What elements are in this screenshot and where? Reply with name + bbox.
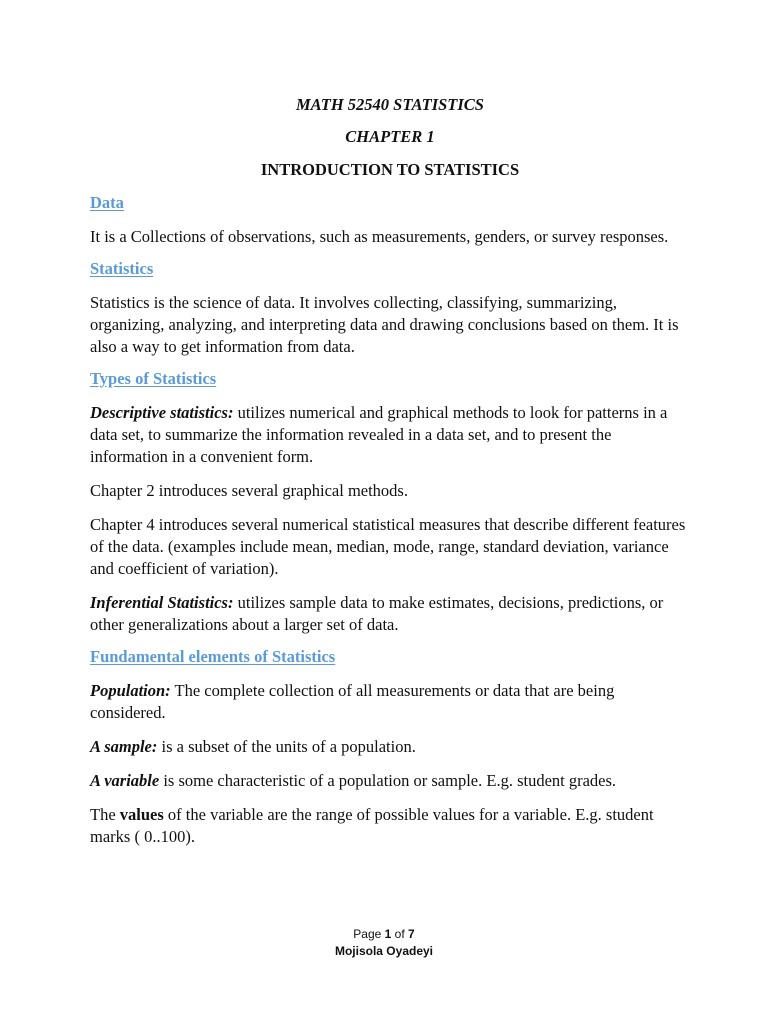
sample-term: A sample: <box>90 737 158 756</box>
heading-data: Data <box>90 193 124 212</box>
inferential-statistics-text: utilizes sample data to make estimates, decisions, predictions, or other generalizations about a larger set of data. <box>90 593 664 634</box>
footer-author: Mojisola Oyadeyi <box>334 944 434 958</box>
descriptive-statistics-term: Descriptive statistics: <box>90 403 234 422</box>
sample-paragraph <box>90 736 690 758</box>
variable-term: A variable <box>90 771 160 790</box>
variable-paragraph <box>90 770 690 792</box>
values-prefix: The <box>90 805 120 824</box>
values-term: values <box>119 805 164 824</box>
inferential-statistics-term: Inferential Statistics: <box>90 593 234 612</box>
chapter2-note: Chapter 2 introduces several graphical methods. <box>90 481 408 500</box>
page-of: of <box>391 927 409 941</box>
data-definition: It is a Collections of observations, such as measurements, genders, or survey responses. <box>90 227 669 246</box>
population-term: Population: <box>90 681 171 700</box>
sample-text: is a subset of the units of a population. <box>157 737 416 756</box>
course-title: MATH 52540 STATISTICS <box>296 95 484 114</box>
variable-text: is some characteristic of a population or sample. E.g. student grades. <box>159 771 617 790</box>
inferential-statistics-paragraph <box>90 592 690 636</box>
page-word: Page <box>353 927 385 941</box>
values-text: of the variable are the range of possible values for a variable. E.g. student marks ( 0..100). <box>90 805 654 846</box>
page-number <box>0 926 768 943</box>
heading-statistics: Statistics <box>90 259 154 278</box>
heading-types-of-statistics: Types of Statistics <box>90 369 217 388</box>
descriptive-statistics-text: utilizes numerical and graphical methods to look for patterns in a data set, to summarize the information revealed in a data set, and to present the information in a convenient form. <box>90 403 668 466</box>
heading-fundamental-elements: Fundamental elements of Statistics <box>90 647 336 666</box>
chapter4-note: Chapter 4 introduces several numerical statistical measures that describe different features of the data. (examples include mean, median, mode, range, standard deviation, variance and coefficient of variation). <box>90 515 686 578</box>
chapter-number: CHAPTER 1 <box>345 127 435 146</box>
descriptive-statistics-paragraph <box>90 402 690 468</box>
page-content <box>90 94 690 848</box>
statistics-definition: Statistics is the science of data. It involves collecting, classifying, summarizing, organizing, analyzing, and interpreting data and drawing conclusions based on them. It is also a way to get information from data. <box>90 293 679 356</box>
population-text: The complete collection of all measurements or data that are being considered. <box>90 681 615 722</box>
values-paragraph <box>90 804 690 848</box>
page-current: 1 <box>384 927 392 941</box>
chapter-title: INTRODUCTION TO STATISTICS <box>260 160 520 179</box>
page-total: 7 <box>408 927 415 941</box>
population-paragraph <box>90 680 690 724</box>
page-footer <box>0 926 768 960</box>
